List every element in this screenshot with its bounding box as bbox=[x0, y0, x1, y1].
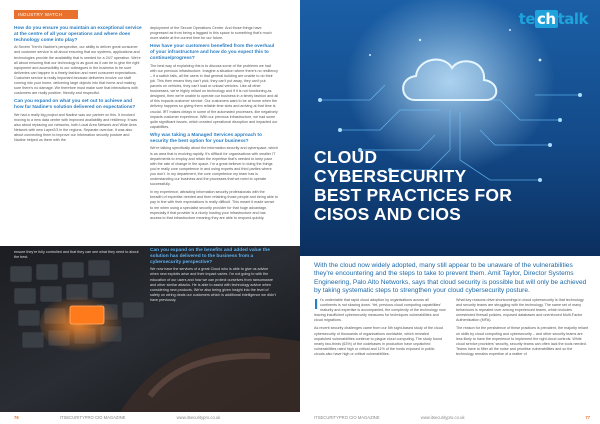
body-paragraph: As recent security challenges came from our 5th sight-based study of the cloud cybersecurity of thousands of organisations worldwide, which revealed unpatched vulnerabilities continue to plague cloud computing. The study found nearly two-thirds (63%) of the codebases in production have unpatched vulnerabilities rated high or critical and 11% of the hosts exposed in public clouds also have high or critical vulnerabilities. bbox=[314, 326, 443, 356]
body-paragraph: The reason for the persistence of these practices is prevalent, the majority reliant on skills by cloud computing and cybersecurity – and other security teams are less likely to have the experience to implement the right cloud controls. While cloud service providers' security, security teams can often lack the tools needed. Teams have to filter all the noise and prioritise vulnerabilities and so the technology remains expertise of a matter of bbox=[456, 326, 588, 356]
right-column-b bbox=[456, 298, 588, 360]
section-heading: How do you ensure you maintain an exceptional service at the centre of all your operations and where does technology come into play? bbox=[14, 26, 142, 43]
body-paragraph: We now have the services of a great Cloud who is able to give us advice when new exploits arise and their impact varies. I'm not going to with the education of our users and how we can protect ourselves from ransomware and other similar attacks. He is able to assist with technology advice when considering new products. We're also being given insight into the level of safety on wiring deals our customers which is additional intelligence we didn't have previously. bbox=[150, 267, 276, 302]
left-column-b bbox=[150, 26, 278, 224]
right-page bbox=[300, 0, 600, 424]
body-paragraph: We had a really big project and Nadine was our partner on this. It involved moving to a new data centre with improved availability and resiliency. It was also about replacing our networks, both Local Area Network and Wide Area Network with new Layer2/3 in the regions. Separate overdue. It was also about connecting them to improve our information security posture and Nadine helped us there with the bbox=[14, 112, 138, 143]
left-footer bbox=[14, 412, 294, 424]
page-number: 76 bbox=[14, 415, 19, 420]
body-paragraph: We're talking specifically about the information security and cyberspace, which is an area that is evolving rapidly. It's difficult for organisations with smaller IT departments to employ and retain the expertise that's needed to keep pace with the rate of change in the space. I'm a great believer in doing the things you're really core competence in and using experts and third parties where you don't. In my department, the core competence my team has is understanding our business and the processes that we need to operate successfully. bbox=[150, 146, 278, 187]
overlay-column-a bbox=[14, 250, 142, 263]
body-paragraph: deployment of the Secure Operations Centre. And those things have progressed as from being a laggard in this space to something that's much more stable at the current time for our future. bbox=[150, 26, 272, 41]
body-paragraph: The best way of explaining this is to discuss some of the problems we had with our previous infrastructure. Imagine a situation where there's no resiliency – if a switch fails, all the users in that general building are unable to do their job. This then means they can't pick, they can't put away, they can't put parcels on vehicles, they can't load or unload vehicles. Like all other businesses, we're highly reliant on technology and if it is not functioning as designed, then we're unable to operate our business in a timely fashion and all of this impacts customer service. Our customers want to be at home when the delivery happens so giving them reliable time slots and arriving at that time is crucial. IRT makes delays in some of the automated processes, like negatively impacts customer experience. With our previous infrastructure, we had some quite significant issues, which created operational disruption and impacted our capabilities. bbox=[150, 63, 279, 129]
section-heading: How have your customers benefited from the overhaul of your infrastructure and how do you expect this to continue/progress? bbox=[150, 44, 275, 61]
cloud-hero-image bbox=[300, 0, 600, 256]
footer-url[interactable]: www.itsecuritypro.co.uk bbox=[176, 415, 221, 420]
body-paragraph: At Severn Trent's Nadine's perspective, our ability to deliver great consumer and customer service is all about ensuring that our systems, applications and technologies provide the availability that is needed for a 24/7 operation. We're all about ensuring that our technology is as good as it can be to give the right equipment and accessibility to our colleagues in the business to be sure deliveries can happen in a timely fashion and meet consumer expectations. Customer service is really important because deliveries involve our staff coming into your home, delivering large objects into that home and making sure there's no damage. We therefore must make sure that interactions with customers are really positive, friendly and respectful. bbox=[14, 45, 141, 96]
section-heading: Can you expand on the benefits and added value the solution has delivered to the business from a cybersecurity perspective? bbox=[150, 248, 270, 265]
overlay-column-b bbox=[150, 248, 278, 306]
left-column-a bbox=[14, 26, 142, 146]
body-paragraph: ensure they're fully controlled and that they can see what they need to about the best. bbox=[14, 250, 139, 260]
section-heading: Can you expand on what you set out to achieve and how far Nadine's solution delivered on expectations? bbox=[14, 99, 136, 111]
article-title: CLOUD CYBERSECURITY BEST PRACTICES FOR CISOS AND CIOS bbox=[314, 147, 513, 224]
page-number: 77 bbox=[585, 415, 590, 420]
body-paragraph: t's undeniable that rapid cloud adoption by organisations across all continents is not slowing down. Yet, previous cloud computing capabilities' maturity and expertise is accompanied, the complexity of the technology now leaving insufficient cybersecurity measures for techniques vulnerabilities and cloud migrations. bbox=[314, 298, 446, 323]
body-paragraph: What key reasons drive shortcomings in cloud cybersecurity is that technology and security teams are struggling with the technology. The same set of many behaviours is repeated over among experienced teams, which includes unrestricted firewall policies, exposed databases and unenforced Multi-Factor Authentication (MFA). bbox=[456, 298, 584, 323]
magazine-name: ITSECURITYPRO CIO MAGAZINE bbox=[59, 415, 126, 420]
right-footer bbox=[314, 412, 590, 424]
section-heading: Why was taking a Managed Services approach to security the best option for your business? bbox=[150, 132, 262, 144]
footer-url[interactable]: www.itsecuritypro.co.uk bbox=[420, 415, 465, 420]
article-lede: With the cloud now widely adopted, many still appear to be unaware of the vulnerabilities they're encountering and the steps to take to prevent them. Amit Taylor, Director Systems Engineering, Palo Alto Networks, says that cloud security is possible but will only be achieved by taking systematic steps to strengthen your cloud cybersecurity posture. bbox=[314, 262, 587, 295]
magazine-name: ITSECURITYPRO CIO MAGAZINE bbox=[314, 415, 380, 420]
hand-keyboard-photo bbox=[0, 246, 300, 412]
body-paragraph: In my experience, attracting information security professionals with the breadth of expertise needed and then retaining those people and being able to pay in line with their expectations is really difficult. This meant it made sense to me when using a specialist security provider for that huge advantage, especially if that provider is a nicely hosting your infrastructure and has access to that infrastructure meaning they are able to respond quickly. bbox=[150, 190, 278, 220]
drop-cap: I bbox=[314, 296, 319, 313]
right-column-a-body bbox=[314, 298, 446, 357]
section-tag: INDUSTRY WATCH bbox=[14, 10, 78, 19]
techtalk-logo: te ch talk bbox=[518, 10, 588, 28]
right-column-a bbox=[314, 298, 446, 360]
